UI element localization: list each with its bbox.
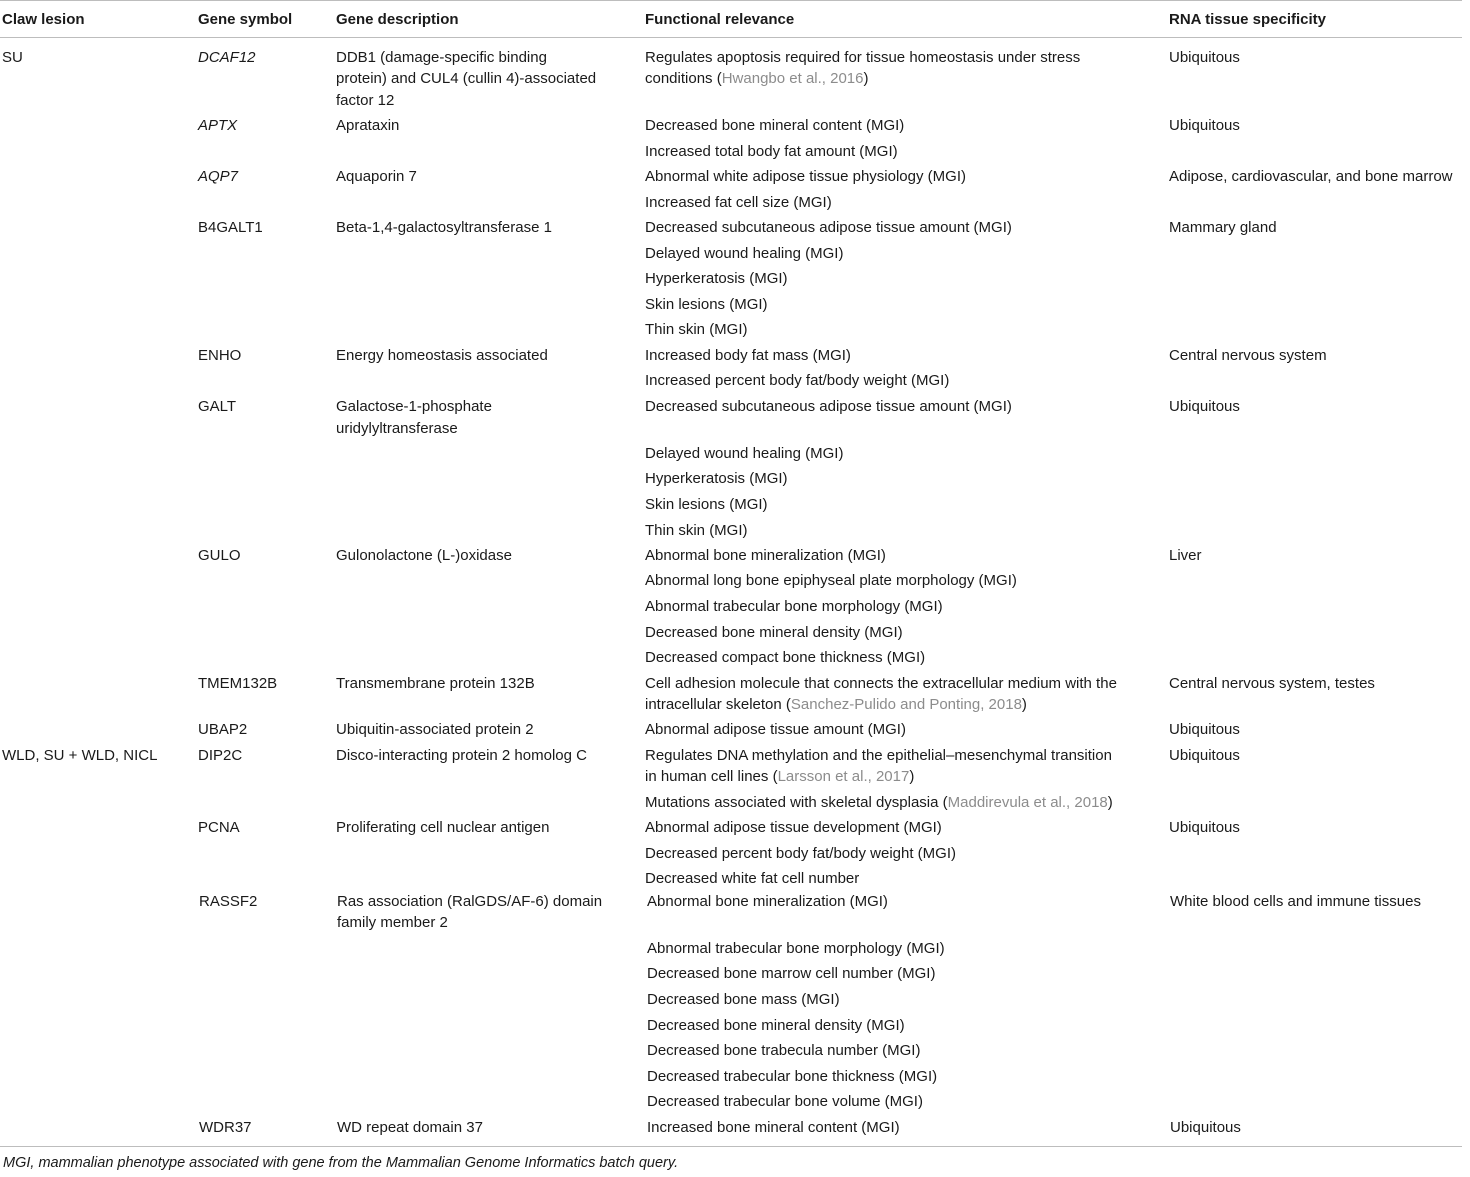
rna-tissue-specificity: Adipose, cardiovascular, and bone marrow	[1169, 168, 1453, 185]
rna-tissue-specificity: Central nervous system	[1169, 347, 1327, 364]
gene-symbol: RASSF2	[199, 893, 258, 910]
table-footnote: MGI, mammalian phenotype associated with gene from the Mammalian Genome Informatics batch query.	[3, 1155, 679, 1171]
functional-relevance: Increased total body fat amount (MGI)	[645, 143, 898, 160]
claw-lesion-wld: WLD, SU + WLD, NICL	[2, 747, 158, 764]
functional-relevance: Decreased bone mineral density (MGI)	[647, 1017, 905, 1034]
header-functional-relevance: Functional relevance	[645, 11, 795, 28]
functional-relevance: Decreased bone mass (MGI)	[647, 991, 840, 1008]
functional-relevance: Delayed wound healing (MGI)	[645, 245, 844, 262]
functional-relevance: Decreased bone mineral content (MGI)	[645, 117, 905, 134]
functional-relevance: Increased fat cell size (MGI)	[645, 194, 832, 211]
gene-symbol: AQP7	[198, 168, 239, 185]
table-bottom-rule	[0, 1146, 1462, 1147]
functional-relevance: Decreased bone marrow cell number (MGI)	[647, 965, 936, 982]
functional-relevance: Abnormal adipose tissue amount (MGI)	[645, 721, 906, 738]
functional-relevance: Decreased trabecular bone volume (MGI)	[647, 1093, 923, 1110]
functional-relevance: Abnormal bone mineralization (MGI)	[647, 893, 888, 910]
functional-relevance: Decreased trabecular bone thickness (MGI)	[647, 1068, 938, 1085]
functional-relevance: intracellular skeleton (Sanchez-Pulido and Ponting, 2018)	[645, 696, 1027, 713]
gene-description: Disco-interacting protein 2 homolog C	[336, 747, 587, 764]
citation-link[interactable]: Larsson et al., 2017	[777, 768, 910, 785]
header-rna-tissue-specificity: RNA tissue specificity	[1169, 11, 1326, 28]
functional-relevance: Skin lesions (MGI)	[645, 296, 768, 313]
citation-link[interactable]: Hwangbo et al., 2016	[721, 70, 864, 87]
gene-description: DDB1 (damage-specific binding	[336, 49, 547, 66]
functional-relevance: Abnormal bone mineralization (MGI)	[645, 547, 886, 564]
gene-description: uridylyltransferase	[336, 420, 458, 437]
gene-description: Ubiquitin-associated protein 2	[336, 721, 534, 738]
gene-description: family member 2	[337, 914, 448, 931]
rna-tissue-specificity: Ubiquitous	[1169, 49, 1240, 66]
functional-relevance: Abnormal long bone epiphyseal plate morphology (MGI)	[645, 572, 1017, 589]
header-gene-symbol: Gene symbol	[198, 11, 293, 28]
functional-relevance: Hyperkeratosis (MGI)	[645, 270, 788, 287]
functional-relevance: Regulates apoptosis required for tissue homeostasis under stress	[645, 49, 1081, 66]
gene-description: Aquaporin 7	[336, 168, 417, 185]
functional-relevance: Increased bone mineral content (MGI)	[647, 1119, 900, 1136]
functional-relevance: conditions (Hwangbo et al., 2016)	[645, 70, 869, 87]
functional-relevance: Abnormal trabecular bone morphology (MGI)	[647, 940, 945, 957]
gene-symbol: GALT	[198, 398, 237, 415]
gene-symbol: DIP2C	[198, 747, 243, 764]
header-gene-description: Gene description	[336, 11, 459, 28]
functional-relevance: Decreased bone trabecula number (MGI)	[647, 1042, 921, 1059]
citation-link[interactable]: Sanchez-Pulido and Ponting, 2018	[790, 696, 1022, 713]
gene-symbol: TMEM132B	[198, 675, 278, 692]
functional-relevance: Mutations associated with skeletal dysplasia (Maddirevula et al., 2018)	[645, 794, 1113, 811]
gene-description: Proliferating cell nuclear antigen	[336, 819, 550, 836]
gene-description: Ras association (RalGDS/AF-6) domain	[337, 893, 603, 910]
gene-symbol: WDR37	[199, 1119, 252, 1136]
gene-description: Gulonolactone (L-)oxidase	[336, 547, 512, 564]
functional-relevance: Cell adhesion molecule that connects the extracellular medium with the	[645, 675, 1117, 692]
header-claw-lesion: Claw lesion	[2, 11, 85, 28]
functional-relevance: Skin lesions (MGI)	[645, 496, 768, 513]
gene-description: Beta-1,4-galactosyltransferase 1	[336, 219, 552, 236]
functional-relevance: Hyperkeratosis (MGI)	[645, 470, 788, 487]
gene-description: Galactose-1-phosphate	[336, 398, 492, 415]
claw-lesion-su: SU	[2, 49, 23, 66]
gene-description: Energy homeostasis associated	[336, 347, 548, 364]
gene-description: Aprataxin	[336, 117, 400, 134]
gene-description: WD repeat domain 37	[337, 1119, 483, 1136]
gene-symbol: ENHO	[198, 347, 242, 364]
gene-symbol: DCAF12	[198, 49, 256, 66]
gene-symbol: UBAP2	[198, 721, 248, 738]
functional-relevance: in human cell lines (Larsson et al., 2017)	[645, 768, 915, 785]
functional-relevance: Decreased percent body fat/body weight (MGI)	[645, 845, 956, 862]
gene-symbol: APTX	[198, 117, 238, 134]
gene-description: factor 12	[336, 92, 395, 109]
rna-tissue-specificity: Mammary gland	[1169, 219, 1277, 236]
citation-link[interactable]: Maddirevula et al., 2018	[947, 794, 1108, 811]
functional-relevance: Increased percent body fat/body weight (MGI)	[645, 372, 950, 389]
rna-tissue-specificity: Liver	[1169, 547, 1202, 564]
rna-tissue-specificity: Ubiquitous	[1169, 721, 1240, 738]
rna-tissue-specificity: Ubiquitous	[1169, 819, 1240, 836]
functional-relevance: Increased body fat mass (MGI)	[645, 347, 851, 364]
gene-description: protein) and CUL4 (cullin 4)-associated	[336, 70, 597, 87]
gene-symbol: B4GALT1	[198, 219, 263, 236]
functional-relevance: Abnormal trabecular bone morphology (MGI)	[645, 598, 943, 615]
functional-relevance: Abnormal white adipose tissue physiology (MGI)	[645, 168, 966, 185]
rna-tissue-specificity: Ubiquitous	[1169, 747, 1240, 764]
gene-symbol: PCNA	[198, 819, 240, 836]
rna-tissue-specificity: Ubiquitous	[1169, 398, 1240, 415]
functional-relevance: Thin skin (MGI)	[645, 321, 748, 338]
table-header	[0, 0, 1462, 38]
functional-relevance: Decreased subcutaneous adipose tissue amount (MGI)	[645, 219, 1012, 236]
rna-tissue-specificity: Central nervous system, testes	[1169, 675, 1375, 692]
gene-description: Transmembrane protein 132B	[336, 675, 535, 692]
gene-symbol: GULO	[198, 547, 241, 564]
functional-relevance: Decreased white fat cell number	[645, 870, 860, 887]
functional-relevance: Thin skin (MGI)	[645, 522, 748, 539]
rna-tissue-specificity: Ubiquitous	[1170, 1119, 1241, 1136]
functional-relevance: Decreased compact bone thickness (MGI)	[645, 649, 926, 666]
functional-relevance: Abnormal adipose tissue development (MGI)	[645, 819, 942, 836]
functional-relevance: Decreased subcutaneous adipose tissue amount (MGI)	[645, 398, 1012, 415]
rna-tissue-specificity: White blood cells and immune tissues	[1170, 893, 1421, 910]
functional-relevance: Delayed wound healing (MGI)	[645, 445, 844, 462]
functional-relevance: Regulates DNA methylation and the epithelial–mesenchymal transition	[645, 747, 1112, 764]
functional-relevance: Decreased bone mineral density (MGI)	[645, 624, 903, 641]
rna-tissue-specificity: Ubiquitous	[1169, 117, 1240, 134]
